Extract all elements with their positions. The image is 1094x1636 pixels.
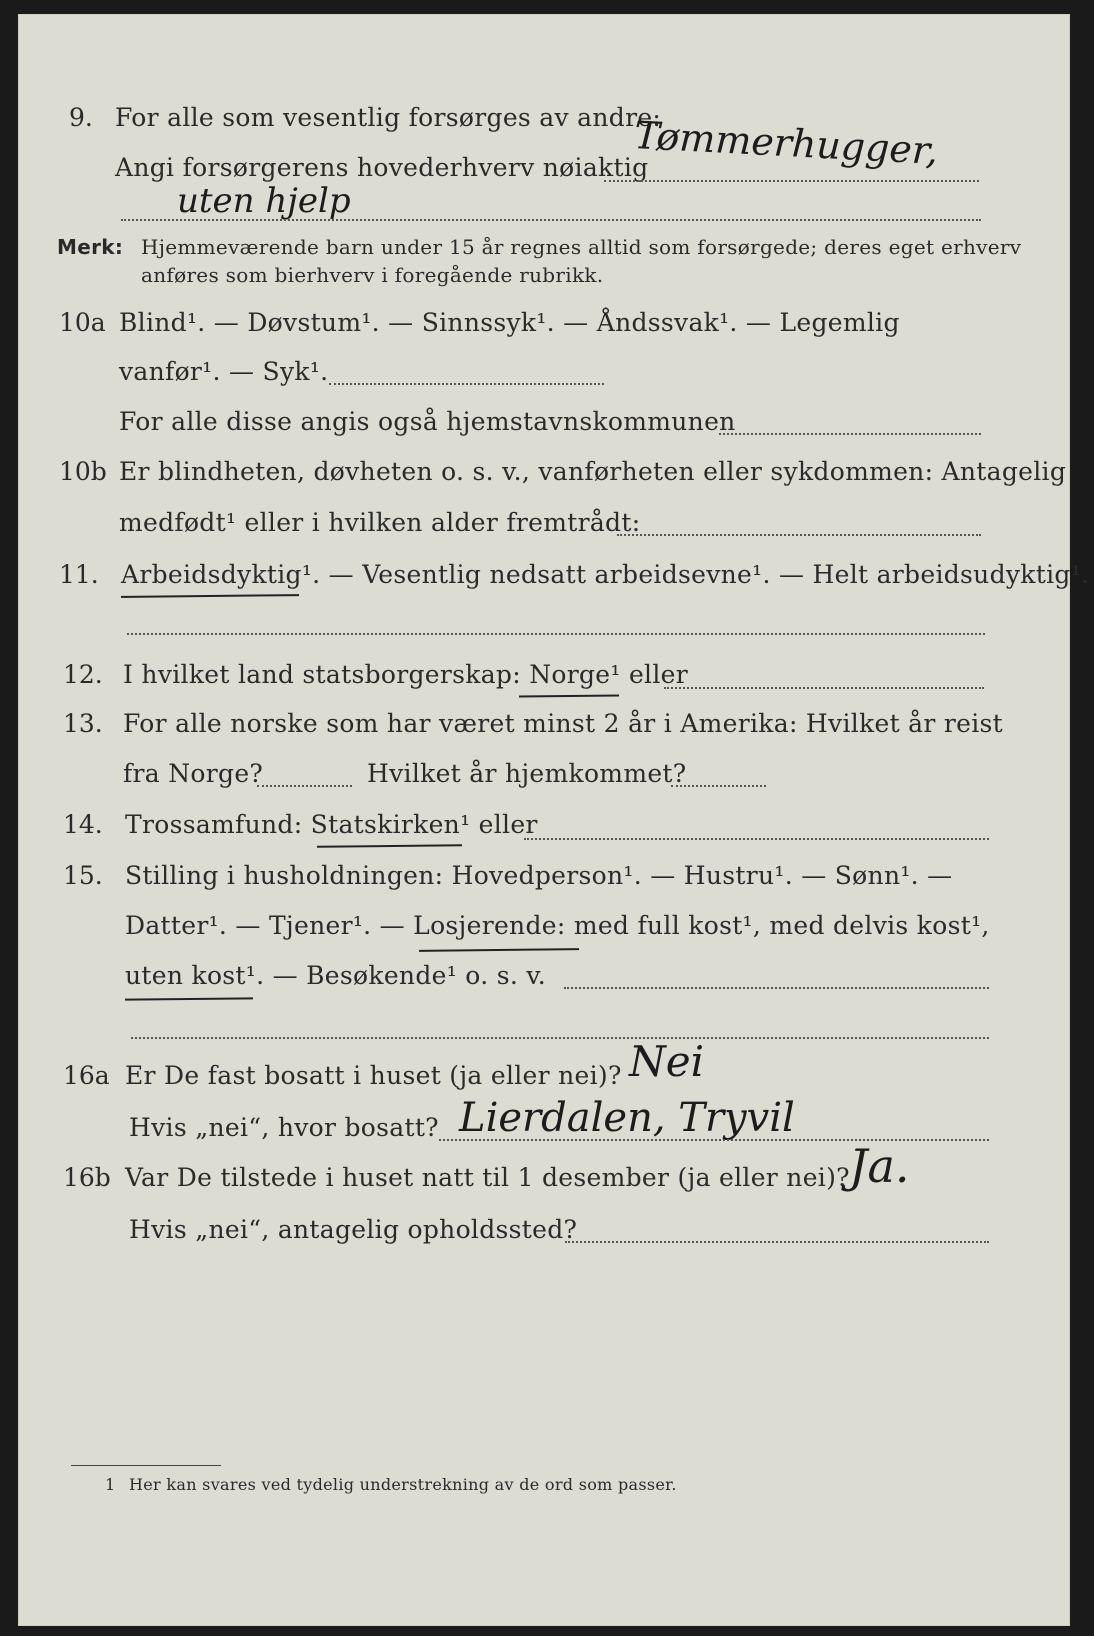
q12-dotted-line [664,687,984,689]
q9-line1: For alle som vesentlig forsørges av andre: [115,103,662,132]
merk-label: Merk: [57,235,124,259]
q16b-line2: Hvis „nei“, antagelig opholdssted? [129,1215,578,1244]
q15-number: 15. [63,861,103,890]
q13-number: 13. [63,709,103,738]
q10a-line2: vanfør¹. — Syk¹. [119,357,329,386]
q16b-dotted-line [565,1241,989,1243]
q11-underline-arbeidsdyktig [121,594,299,598]
q10a-dotted-line1 [329,383,604,385]
q16a-line1: Er De fast bosatt i huset (ja eller nei)? [125,1061,622,1090]
q14-underline-statskirken [317,844,462,848]
footnote-rule [71,1465,221,1466]
q10b-line1: Er blindheten, døvheten o. s. v., vanførheten eller sykdommen: Antagelig [119,457,1067,486]
q13-line2b: Hvilket år hjemkommet? [367,759,687,788]
q10a-dotted-line2 [719,433,981,435]
q14-line1: Trossamfund: Statskirken¹ eller [125,810,538,839]
q10b-number: 10b [59,457,107,486]
q14-number: 14. [63,810,103,839]
q9-number: 9. [69,103,93,132]
q10b-line2: medfødt¹ eller i hvilken alder fremtrådt: [119,508,641,537]
q15-underline-losjerende [419,948,579,952]
q13-line2a: fra Norge? [123,759,264,788]
q16a-handwritten-answer: Nei [629,1037,705,1086]
q13-dotted-line2 [671,785,766,787]
q9-dotted-line [604,180,979,182]
q15-answer-line [131,1037,989,1039]
merk-line1: Hjemmeværende barn under 15 år regnes alltid som forsørgede; deres eget erhverv [141,235,1022,259]
q11-number: 11. [59,560,99,589]
q15-line1: Stilling i husholdningen: Hovedperson¹. — Hustru¹. — Sønn¹. — [125,861,953,890]
q9-handwritten-detail: uten hjelp [177,181,351,221]
q9-answer-line [121,219,981,221]
q16a-handwritten-residence: Lierdalen, Tryvil [459,1095,795,1141]
q15-dotted-line [564,987,989,989]
q13-line1: For alle norske som har været minst 2 år i Amerika: Hvilket år reist [123,709,1004,738]
q15-line2: Datter¹. — Tjener¹. — Losjerende: med full kost¹, med delvis kost¹, [125,911,990,940]
q15-line3: uten kost¹. — Besøkende¹ o. s. v. [125,961,547,990]
q9-handwritten-occupation: Tømmerhugger, [633,113,940,173]
q16b-handwritten-answer: Ja. [849,1139,910,1193]
q10a-line3: For alle disse angis også hjemstavnskommunen [119,407,736,436]
q12-line1: I hvilket land statsborgerskap: Norge¹ eller [123,660,688,689]
q16b-line1: Var De tilstede i huset natt til 1 desember (ja eller nei)? [125,1163,850,1192]
q16a-line2: Hvis „nei“, hvor bosatt? [129,1113,439,1142]
footnote-text: Her kan svares ved tydelig understrekning av de ord som passer. [129,1475,677,1494]
q14-dotted-line [524,838,989,840]
q10a-line1: Blind¹. — Døvstum¹. — Sinnssyk¹. — Åndssvak¹. — Legemlig [119,308,900,337]
q10b-dotted-line [617,534,981,536]
q12-number: 12. [63,660,103,689]
q16b-number: 16b [63,1163,111,1192]
q11-line1: Arbeidsdyktig¹. — Vesentlig nedsatt arbeidsevne¹. — Helt arbeidsudyktig¹. [121,560,1090,589]
q15-underline-uten-kost [125,997,253,1000]
q13-dotted-line1 [257,785,352,787]
q9-line2: Angi forsørgerens hovederhverv nøiaktig [115,153,649,182]
census-form-page [18,14,1090,1626]
q12-underline-norge [519,694,619,697]
q11-answer-line [127,633,985,635]
q10a-number: 10a [59,308,106,337]
merk-line2: anføres som bierhverv i foregående rubrikk. [141,263,604,287]
footnote-mark: 1 [105,1475,116,1494]
q16a-number: 16a [63,1061,110,1090]
